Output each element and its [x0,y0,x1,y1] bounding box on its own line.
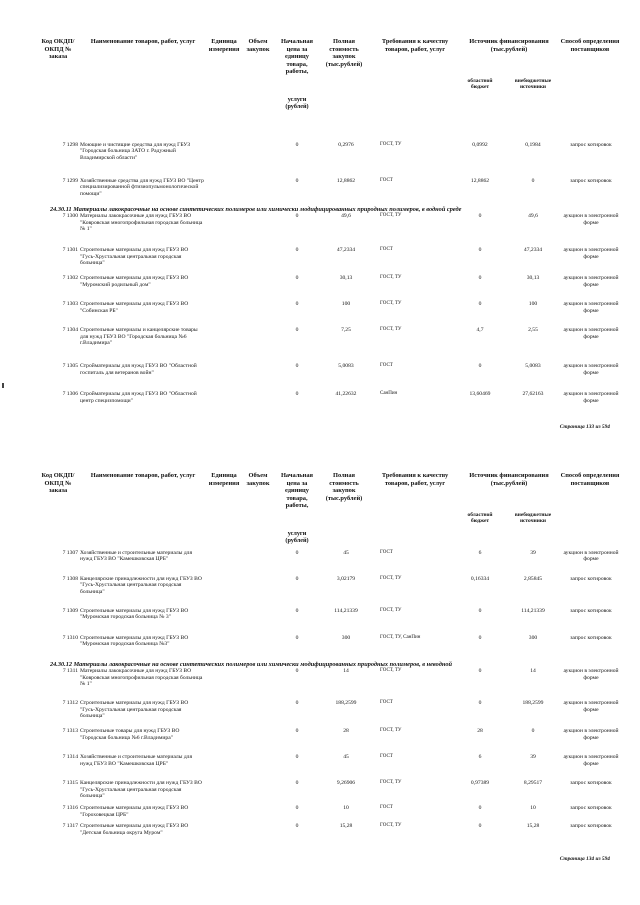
row-name: Строительные товары для нужд ГБУЗ ВО "Городская больница №6 г.Владимира" [80,728,180,741]
header-price-services: услуги (рублей) [285,530,309,545]
row-extra: 5,0083 [525,363,541,370]
header-regional-budget: областной бюджет [467,512,493,525]
page-number: Страница 134 из 594 [559,856,610,862]
row-regional: 0 [478,247,482,254]
table-row [38,635,620,661]
row-method: аукцион в электронной форме [563,327,619,340]
row-price: 0 [295,275,299,282]
row-price: 0 [295,178,299,184]
row-extra: 10 [530,805,536,812]
row-name: Строительные материалы и канцелярские товары для нужд ГБУЗ ВО "Городская больница №6 г.Владимира" [80,327,198,347]
row-code: 7 1311 [62,668,78,675]
row-method: запрос котировок [570,178,612,184]
section-code: 24.30.12 [50,661,73,668]
row-regional: 0,0992 [472,142,488,148]
table-row [38,780,620,805]
header-requirements: Требования к качеству товаров, работ, услуг [381,38,449,53]
header-price: Начальная цена за единицу товара, работы, [280,38,314,76]
row-extra: 14 [530,668,536,675]
row-code: 7 1301 [62,247,78,254]
header-financing: Источник финансирования (тыс.рублей) [469,472,549,487]
row-requirements: ГОСТ [380,700,393,706]
document-page-133 [38,38,620,419]
document-page-134 [38,472,620,845]
row-code: 7 1304 [62,327,78,334]
table-row [38,754,620,780]
row-method: аукцион в электронной форме [563,754,619,767]
row-method: запрос котировок [570,780,612,787]
row-name: Хозяйственные и строительные материалы для нужд ГБУЗ ВО "Камешковская ЦРБ" [80,550,193,563]
row-name: Строительные материалы для нужд ГБУЗ ВО "Детская больница округа Муром" [80,823,189,836]
row-extra: 49,6 [528,213,538,220]
row-full-cost: 114,21339 [334,608,358,614]
row-name: Канцелярские принадлежности для нужд ГБУЗ ВО "Гусь-Хрустальная центральная городская больница" [80,780,202,800]
row-code: 7 1315 [62,780,78,787]
row-extra: 15,28 [526,823,540,830]
section-heading [50,206,620,213]
table-row [38,728,620,754]
row-code: 7 1317 [62,823,78,830]
row-regional: 0,97389 [470,780,490,787]
row-extra: 39 [530,754,536,761]
row-code: 7 1307 [62,550,78,556]
row-full-cost: 0,2976 [338,142,354,148]
row-requirements: ГОСТ [380,247,393,253]
row-method: аукцион в электронной форме [563,700,619,713]
row-full-cost: 100 [341,301,351,308]
table-header [38,38,620,142]
margin-mark [2,383,4,388]
header-volume: Объем закупок [246,472,270,487]
row-regional: 28 [477,728,483,735]
header-extra-budget: внебюджетные источники [514,78,552,91]
row-requirements: ГОСТ [380,550,393,555]
row-extra: 0 [531,728,535,735]
row-name: Материалы лакокрасочные для нужд ГБУЗ ВО "Ковровская многопрофильная городская больница № 1" [80,668,203,688]
table-row [38,576,620,608]
row-method: запрос котировок [570,576,612,582]
row-price: 0 [295,780,299,787]
row-price: 0 [295,363,299,370]
table-row [38,327,620,363]
row-regional: 0 [478,275,482,282]
header-financing: Источник финансирования (тыс.рублей) [469,38,549,53]
row-extra: 188,2599 [522,700,544,707]
row-price: 0 [295,391,299,398]
row-full-cost: 3,02179 [336,576,356,582]
row-method: аукцион в электронной форме [563,391,619,404]
row-method: запрос котировок [570,635,612,641]
row-method: запрос котировок [570,805,612,812]
row-name: Канцелярские принадлежности для нужд ГБУЗ ВО "Гусь-Хрустальная центральная городская больница" [80,576,202,595]
row-name: Строительные материалы для нужд ГБУЗ ВО "Муромская городская больница № 3" [80,608,189,621]
header-full-cost: Полная стоимость закупок (тыс.рублей) [325,472,363,502]
row-full-cost: 15,28 [339,823,353,830]
row-requirements: ГОСТ, ТУ [380,668,402,674]
row-extra: 2,55 [528,327,538,334]
row-full-cost: 9,26906 [336,780,356,787]
table-row [38,550,620,576]
table-row [38,823,620,845]
section-heading [50,661,620,668]
row-regional: 0 [478,668,482,675]
header-method: Способ определения поставщиков [560,38,620,53]
row-extra: 27,62163 [522,391,544,398]
row-price: 0 [295,700,299,707]
row-code: 7 1299 [62,178,78,184]
row-name: Хозяйственные и строительные материалы для нужд ГБУЗ ВО "Камешковская ЦРБ" [80,754,193,767]
header-name: Наименование товаров, работ, услуг [90,472,196,479]
row-requirements: ГОСТ, ТУ [380,213,402,219]
row-price: 0 [295,301,299,308]
row-requirements: ГОСТ, ТУ [380,142,402,147]
row-requirements: ГОСТ, ТУ [380,275,402,281]
row-full-cost: 7,25 [341,327,351,334]
header-code: Код ОКДП/ ОКПД № заказа [41,38,75,61]
row-regional: 0 [478,805,482,812]
row-requirements: ГОСТ [380,805,393,811]
row-full-cost: 30,13 [339,275,353,282]
table-row [38,142,620,178]
table-row [38,668,620,700]
row-extra: 300 [528,635,538,641]
row-method: аукцион в электронной форме [563,213,619,226]
table-row [38,247,620,275]
row-name: Материалы лакокрасочные для нужд ГБУЗ ВО "Ковровская многопрофильная городская больница № 1" [80,213,203,233]
row-name: Строительные материалы для нужд ГБУЗ ВО "Собинская РБ" [80,301,189,314]
row-code: 7 1310 [62,635,78,641]
header-unit: Единица измерения [208,38,240,53]
row-method: запрос котировок [570,608,612,614]
row-price: 0 [295,247,299,254]
row-requirements: ГОСТ, ТУ [380,576,402,581]
row-requirements: ГОСТ, ТУ [380,728,402,734]
row-requirements: ГОСТ [380,178,393,183]
row-regional: 0,16334 [470,576,490,582]
row-regional: 13,60469 [469,391,491,398]
row-name: Строительные материалы для нужд ГБУЗ ВО "Гороховецкая ЦРБ" [80,805,189,818]
table-row [38,700,620,728]
header-regional-budget: областной бюджет [467,78,493,91]
section-text: Материалы лакокрасочные на основе синтетических полимеров или химически модифицированных природных полимеров, в водной среде [73,206,462,213]
row-price: 0 [295,823,299,830]
row-regional: 0 [478,608,482,614]
table-row [38,391,620,419]
row-requirements: ГОСТ [380,754,393,760]
header-price: Начальная цена за единицу товара, работы, [280,472,314,510]
page-number: Страница 133 из 594 [559,424,610,430]
row-method: аукцион в электронной форме [563,247,619,260]
row-regional: 0 [478,213,482,220]
section-code: 24.30.11 [50,206,72,213]
row-full-cost: 49,6 [341,213,351,220]
row-full-cost: 5,0083 [338,363,354,370]
table-row [38,213,620,247]
row-code: 7 1312 [62,700,78,707]
row-price: 0 [295,728,299,735]
row-full-cost: 300 [341,635,351,641]
row-name: Строительные материалы для нужд ГБУЗ ВО "Муромский родильный дом" [80,275,189,288]
header-price-services: услуги (рублей) [285,96,309,111]
row-requirements: ГОСТ, ТУ [380,823,402,829]
table-row [38,805,620,823]
row-price: 0 [295,608,299,614]
row-regional: 12,8862 [470,178,490,184]
row-extra: 0 [531,178,535,184]
table-row [38,178,620,206]
row-price: 0 [295,213,299,220]
row-method: аукцион в электронной форме [563,728,619,741]
row-full-cost: 45 [343,550,349,556]
header-code: Код ОКДП/ ОКПД № заказа [41,472,75,495]
row-code: 7 1313 [62,728,78,735]
table-row [38,301,620,327]
row-method: аукцион в электронной форме [563,275,619,288]
row-requirements: ГОСТ, ТУ [380,780,402,786]
row-regional: 0 [478,301,482,308]
row-method: аукцион в электронной форме [563,668,619,681]
row-method: аукцион в электронной форме [563,301,619,314]
row-code: 7 1302 [62,275,78,282]
row-full-cost: 10 [343,805,349,812]
row-requirements: ГОСТ, ТУ [380,327,402,333]
row-extra: 8,29517 [523,780,543,787]
row-code: 7 1305 [62,363,78,370]
row-price: 0 [295,635,299,641]
row-name: Строительные материалы для нужд ГБУЗ ВО "Муромская городская больница №3" [80,635,189,648]
table-row [38,608,620,635]
row-full-cost: 14 [343,668,349,675]
header-extra-budget: внебюджетные источники [514,512,552,525]
row-name: Стройматериалы для нужд ГБУЗ ВО "Областной госпиталь для ветеранов войн" [80,363,197,376]
row-price: 0 [295,550,299,556]
row-method: запрос котировок [570,142,612,148]
row-extra: 100 [528,301,538,308]
row-price: 0 [295,668,299,675]
row-name: Моющие и чистящие средства для нужд ГБУЗ "Городская больница ЗАТО г. Радужный Владимирской области" [80,142,191,161]
row-extra: 114,21339 [521,608,545,614]
row-price: 0 [295,576,299,582]
header-volume: Объем закупок [246,38,270,53]
row-name: Хозяйственные средства для нужд ГБУЗ ВО "Центр специализированной фтизиопульмонологической помощи" [80,178,204,197]
row-extra: 30,13 [526,275,540,282]
row-requirements: ГОСТ, ТУ [380,608,402,613]
row-requirements: ГОСТ [380,363,393,369]
row-regional: 6 [478,754,482,761]
header-unit: Единица измерения [208,472,240,487]
row-code: 7 1308 [62,576,78,582]
header-method: Способ определения поставщиков [560,472,620,487]
header-full-cost: Полная стоимость закупок (тыс.рублей) [325,38,363,68]
row-name: Строительные материалы для нужд ГБУЗ ВО "Гусь-Хрустальная центральная городская больница" [80,247,189,267]
row-extra: 47,2334 [523,247,543,254]
row-full-cost: 45 [343,754,349,761]
header-name: Наименование товаров, работ, услуг [90,38,196,45]
row-price: 0 [295,754,299,761]
row-price: 0 [295,142,299,148]
row-method: аукцион в электронной форме [563,363,619,376]
row-regional: 6 [478,550,482,556]
row-code: 7 1303 [62,301,78,308]
row-requirements: ГОСТ, ТУ [380,301,402,307]
row-code: 7 1309 [62,608,78,614]
row-code: 7 1316 [62,805,78,812]
row-full-cost: 12,8862 [336,178,356,184]
table-header [38,472,620,550]
row-name: Строительные материалы для нужд ГБУЗ ВО "Гусь-Хрустальная центральная городская больница" [80,700,189,720]
row-full-cost: 28 [343,728,349,735]
row-code: 7 1298 [62,142,78,148]
row-name: Стройматериалы для нужд ГБУЗ ВО "Областной центр специзпомощи" [80,391,197,404]
row-regional: 0 [478,635,482,641]
row-regional: 0 [478,823,482,830]
row-price: 0 [295,805,299,812]
header-requirements: Требования к качеству товаров, работ, услуг [381,472,449,487]
row-requirements: ГОСТ, ТУ, СанПин [380,635,421,640]
row-code: 7 1314 [62,754,78,761]
row-regional: 0 [478,700,482,707]
row-code: 7 1300 [62,213,78,220]
table-row [38,363,620,391]
row-full-cost: 47,2334 [336,247,356,254]
row-extra: 0,1984 [525,142,541,148]
row-regional: 0 [478,363,482,370]
row-requirements: СанПин [380,391,398,397]
row-regional: 4,7 [476,327,484,334]
section-text: Материалы лакокрасочные на основе синтетических полимеров или химически модифицированных природных полимеров, в неводной [73,661,452,668]
row-extra: 39 [530,550,536,556]
row-extra: 2,85845 [523,576,543,582]
row-full-cost: 41,22632 [335,391,357,398]
row-code: 7 1306 [62,391,78,398]
row-price: 0 [295,327,299,334]
row-method: запрос котировок [570,823,612,830]
row-method: аукцион в электронной форме [563,550,619,563]
row-full-cost: 188,2599 [335,700,357,707]
table-row [38,275,620,301]
